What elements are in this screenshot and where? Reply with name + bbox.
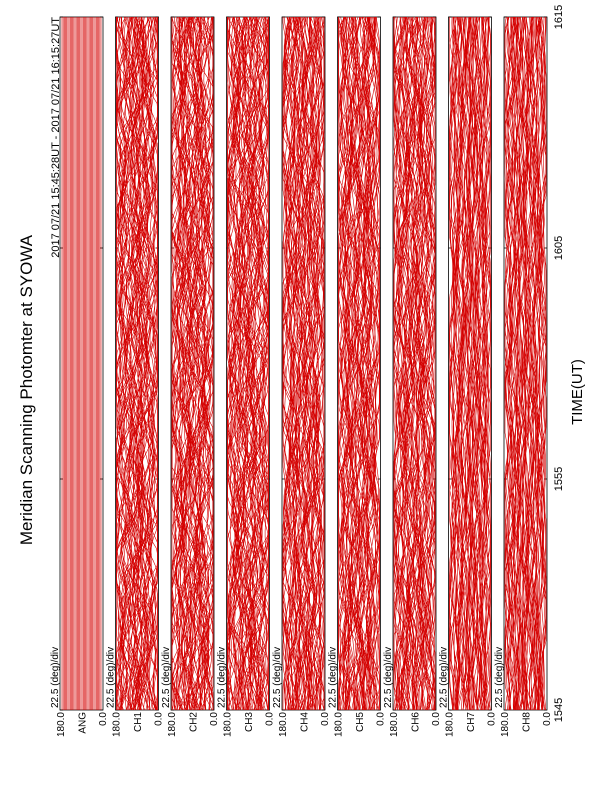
panel-scale-label: 22.5 (deg)/div <box>383 646 394 708</box>
panel-channel-label: CH4 <box>299 712 311 733</box>
panel-y-bottom-label: 0.0 <box>542 712 553 726</box>
panel-channel-label: ANG <box>77 712 89 734</box>
panel-channel-label: CH7 <box>466 712 477 733</box>
panel-channel-label: CH2 <box>188 712 200 733</box>
panel-y-bottom-label: 0.0 <box>264 712 276 726</box>
panel-scale-label: 22.5 (deg)/div <box>161 646 172 708</box>
x-tick-label: 1555 <box>553 466 565 492</box>
panel-y-top-label: 180.0 <box>222 712 234 738</box>
panel-y-bottom-label: 0.0 <box>153 712 165 726</box>
panel-ch5 <box>328 17 387 737</box>
panel-ch7 <box>439 17 498 737</box>
x-tick-label: 1605 <box>553 235 565 261</box>
panel-y-bottom-label: 0.0 <box>486 712 498 726</box>
panel-ch6 <box>383 17 442 737</box>
panel-ch3 <box>217 17 276 737</box>
chart-title: Meridian Scanning Photomter at SYOWA <box>17 234 36 546</box>
panel-channel-label: CH3 <box>244 712 255 733</box>
panel-y-top-label: 180.0 <box>167 712 178 738</box>
panel-y-top-label: 180.0 <box>278 712 289 738</box>
panel-y-bottom-label: 0.0 <box>98 712 109 726</box>
panel-scale-label: 22.5 (deg)/div <box>494 646 505 708</box>
panel-channel-label: CH8 <box>521 712 533 733</box>
panel-y-bottom-label: 0.0 <box>375 712 387 726</box>
panel-scale-label: 22.5 (deg)/div <box>272 646 283 708</box>
panel-ch1 <box>106 17 165 737</box>
panel-y-top-label: 180.0 <box>500 712 511 738</box>
x-tick-label: 1545 <box>553 697 565 723</box>
panel-channel-label: CH5 <box>355 712 366 733</box>
x-axis-label: TIME(UT) <box>569 359 586 425</box>
panel-scale-label: 22.5 (deg)/div <box>216 646 228 708</box>
panel-ch4 <box>272 17 331 737</box>
panel-y-bottom-label: 0.0 <box>209 712 220 726</box>
panel-ch2 <box>161 17 220 737</box>
panel-scale-label: 22.5 (deg)/div <box>105 646 117 708</box>
panel-y-top-label: 180.0 <box>389 712 400 738</box>
panel-scale-label: 22.5 (deg)/div <box>327 646 339 708</box>
panel-y-top-label: 180.0 <box>56 712 67 738</box>
panel-channel-label: CH6 <box>410 712 422 733</box>
panel-y-top-label: 180.0 <box>333 712 345 738</box>
panel-y-bottom-label: 0.0 <box>431 712 442 726</box>
panel-channel-label: CH1 <box>133 712 144 733</box>
panel-scale-label: 22.5 (deg)/div <box>50 646 61 708</box>
chart-subtitle: 2017 07/21 15:45:28UT - 2017 07/21 16:15:27UT <box>50 17 62 258</box>
x-tick-label: 1615 <box>553 4 565 30</box>
panel-y-top-label: 180.0 <box>444 712 456 738</box>
panel-y-top-label: 180.0 <box>111 712 123 738</box>
panel-scale-label: 22.5 (deg)/div <box>438 646 450 708</box>
panel-y-bottom-label: 0.0 <box>320 712 331 726</box>
panel-ch8 <box>494 17 553 737</box>
